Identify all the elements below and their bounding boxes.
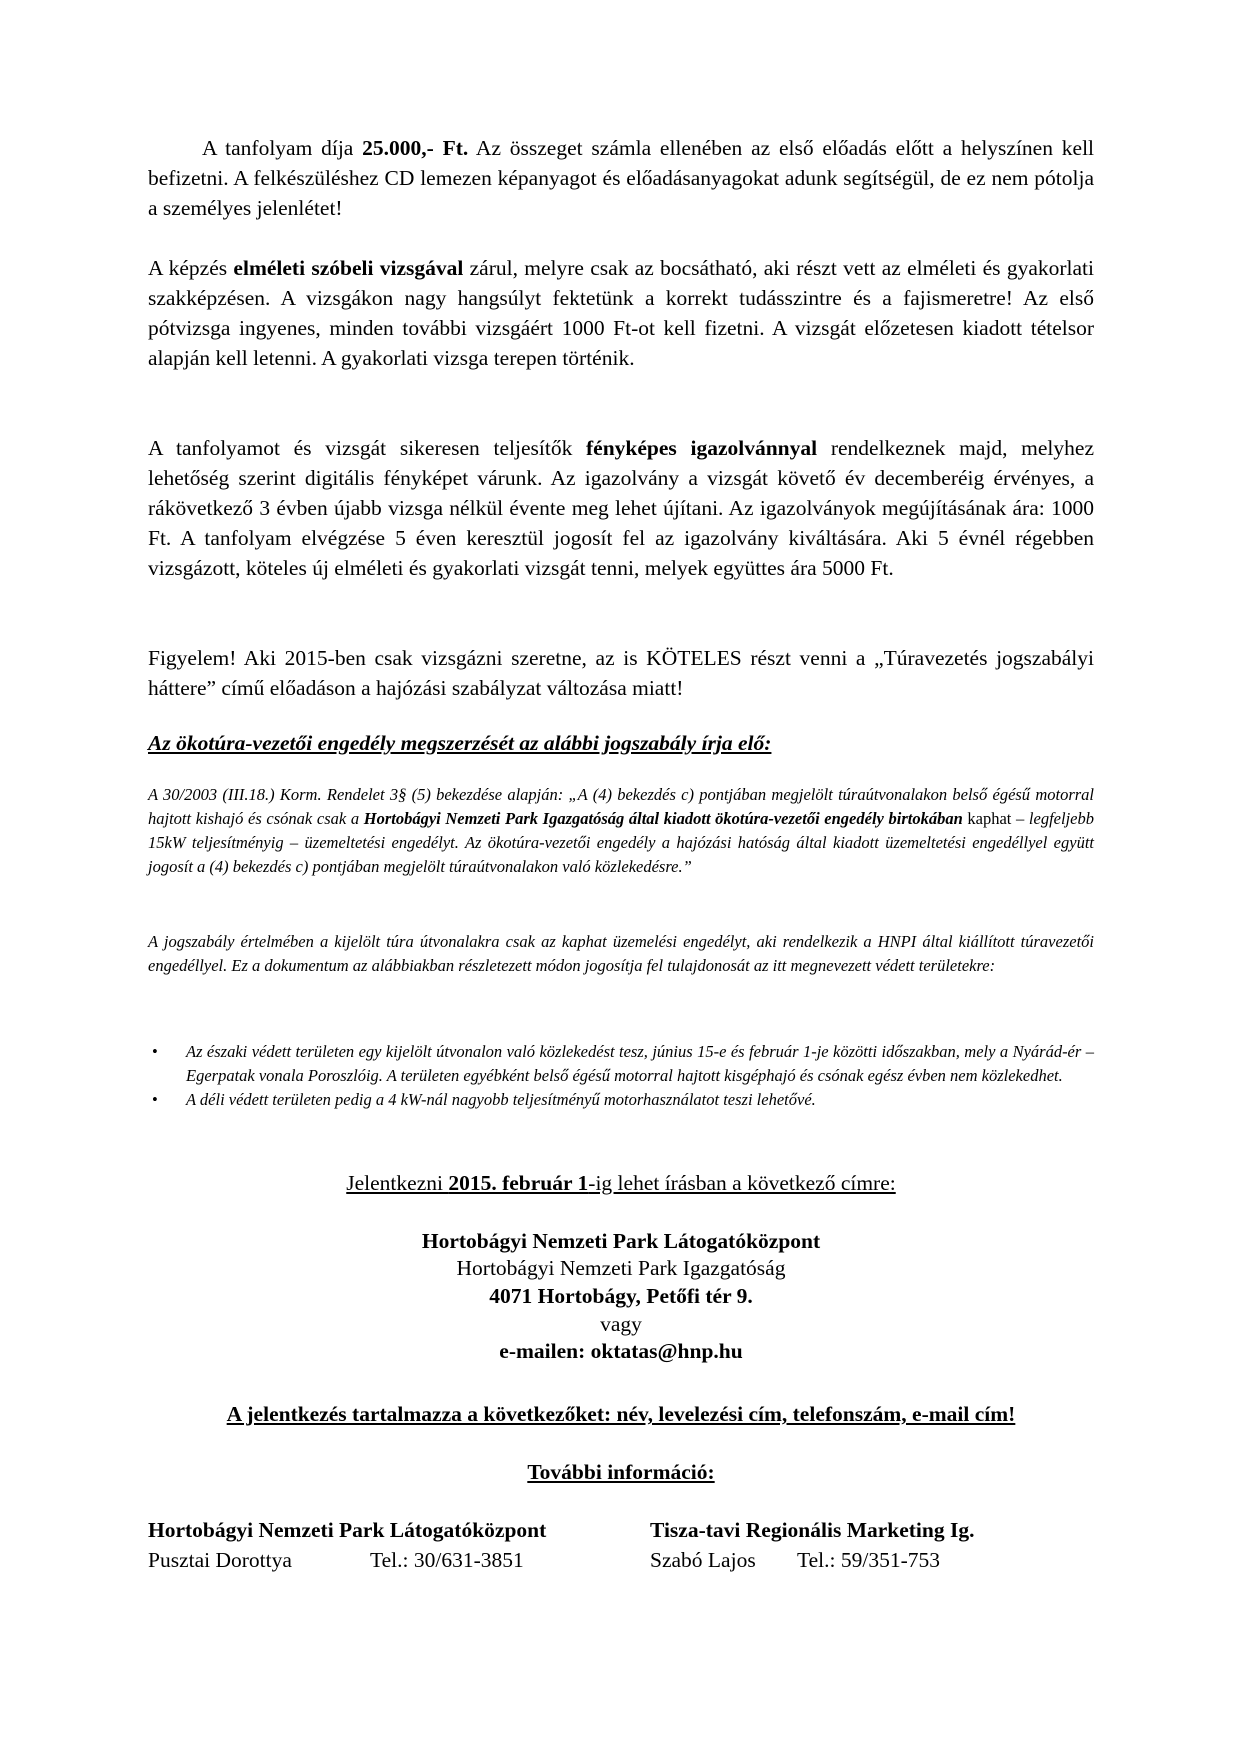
exam-type: elméleti szóbeli vizsgával — [233, 256, 464, 280]
contact-2-person: Szabó Lajos — [650, 1548, 756, 1572]
application-deadline: 2015. február 1 — [448, 1171, 589, 1195]
id-card-type: fényképes igazolvánnyal — [586, 436, 818, 460]
notice-text: Figyelem! Aki 2015-ben csak vizsgázni szeretne, az is KÖTELES részt venni a „Túravezetés jogszabályi háttere” című előadáson a hajózási szabályzat változása miatt! — [148, 646, 1094, 700]
notice-paragraph — [148, 643, 1094, 703]
contact-1-person: Pusztai Dorottya — [148, 1548, 292, 1572]
contact-1-org: Hortobágyi Nemzeti Park Látogatóközpont — [148, 1518, 547, 1542]
address-or: vagy — [600, 1312, 642, 1336]
address-email: e-mailen: oktatas@hnp.hu — [499, 1339, 743, 1363]
fee-paragraph — [148, 133, 1094, 223]
law-quote-kaphat: kaphat — [962, 809, 1012, 828]
contact-1-tel: Tel.: 30/631-3851 — [370, 1548, 524, 1572]
list-item-text: A déli védett területen pedig a 4 kW-nál nagyobb teljesítményű motorhasználatot teszi lehetővé. — [186, 1090, 816, 1109]
fee-text-start: A tanfolyam díja — [202, 136, 363, 160]
address-line-3: 4071 Hortobágy, Petőfi tér 9. — [489, 1284, 753, 1308]
requirements-line: A jelentkezés tartalmazza a következőket: név, levelezési cím, telefonszám, e-mail cím! — [226, 1402, 1016, 1426]
fee-text-end: Az összeget számla ellenében az első előadás előtt a helyszínen kell befizetni. A felkészüléshez CD lemezen képanyagot és előadásanyagokat adunk segítségül, de ez nem pótolja a személyes jelenlétet! — [148, 136, 1095, 220]
law-quote-start: A 30/2003 (III.18.) Korm. Rendelet 3§ (5) bekezdése alapján: „A (4) bekezdés c) pontjában megjelölt túraútvonalakon belső égésű motorral hajtott kishajó és csónak csak a — [148, 785, 1094, 828]
exam-paragraph — [148, 253, 1094, 373]
law-quote-end: – legfeljebb 15kW teljesítményig – üzemeltetési engedélyt. Az ökotúra-vezetői engedély a hajózási hatóság által kiadott üzemeltetési engedéllyel együtt jogosít a (4) bekezdés c) pontjában megjelölt túraútvonalakon való közlekedésre.” — [148, 809, 1094, 876]
list-item-text: Az északi védett területen egy kijelölt útvonalon való közlekedést tesz, június 15-e és február 1-je közötti időszakban, mely a Nyárád-ér – Egerpatak vonala Poroszlóig. A területen egyébként belső égésű motorral hajtott kisgéphajó és csónak egész évben nem közlekedhet. — [186, 1042, 1094, 1085]
address-line-1: Hortobágyi Nemzeti Park Látogatóközpont — [421, 1229, 821, 1253]
bullet-list — [148, 1040, 1094, 1112]
law-quote — [148, 783, 1094, 879]
list-item — [148, 1040, 1094, 1088]
law-heading: Az ökotúra-vezetői engedély megszerzését az alábbi jogszabály írja elő: — [148, 731, 772, 755]
contact-2-tel: Tel.: 59/351-753 — [797, 1548, 941, 1572]
application-text-start: Jelentkezni — [346, 1171, 449, 1195]
exam-text-end: zárul, melyre csak az bocsátható, aki részt vett az elméleti és gyakorlati szakképzésen. A vizsgákon nagy hangsúlyt fektetünk a korrekt tudásszintre és a fajismeretre! Az első pótvizsga ingyenes, minden további vizsgáért 1000 Ft-ot kell fizetni. A vizsgát előzetesen kiadott tételsor alapján kell letenni. A gyakorlati vizsga terepen történik. — [148, 256, 1094, 370]
address-line-2: Hortobágyi Nemzeti Park Igazgatóság — [456, 1256, 786, 1280]
list-item — [148, 1088, 1094, 1112]
application-text-end: -ig lehet írásban a következő címre: — [588, 1171, 896, 1195]
law-quote-bold: Hortobágyi Nemzeti Park Igazgatóság által kiadott ökotúra-vezetői engedély birtokában — [363, 809, 963, 828]
bullet-icon: • — [152, 1042, 158, 1061]
law-explanation: A jogszabály értelmében a kijelölt túra útvonalakra csak az kaphat üzemelési engedélyt, aki rendelkezik a HNPI által kiállított túravezetői engedéllyel. Ez a dokumentum az alábbiakban részletezett módon jogosítja fel tulajdonosát az itt megnevezett védett területekre: — [148, 932, 1094, 975]
id-card-text-start: A tanfolyamot és vizsgát sikeresen teljesítők — [148, 436, 587, 460]
bullet-icon: • — [152, 1090, 158, 1109]
application-line — [148, 1168, 1094, 1198]
id-card-text-end: rendelkeznek majd, melyhez lehetőség szerint digitális fényképet várunk. Az igazolvány a vizsgát követő év decemberéig érvényes, a rákövetkező 3 évben újabb vizsga nélkül évente meg lehet újítani. Az igazolványok megújításának ára: 1000 Ft. A tanfolyam elvégzése 5 éven keresztül jogosít fel az igazolvány kiváltására. Aki 5 évnél régebben vizsgázott, köteles új elméleti és gyakorlati vizsgát tenni, melyek együttes ára 5000 Ft. — [148, 436, 1094, 580]
more-info-heading: További információ: — [527, 1460, 715, 1484]
contact-2-org: Tisza-tavi Regionális Marketing Ig. — [650, 1518, 975, 1542]
id-card-paragraph — [148, 433, 1094, 583]
fee-price: 25.000,- Ft. — [362, 136, 469, 160]
exam-text-start: A képzés — [148, 256, 234, 280]
